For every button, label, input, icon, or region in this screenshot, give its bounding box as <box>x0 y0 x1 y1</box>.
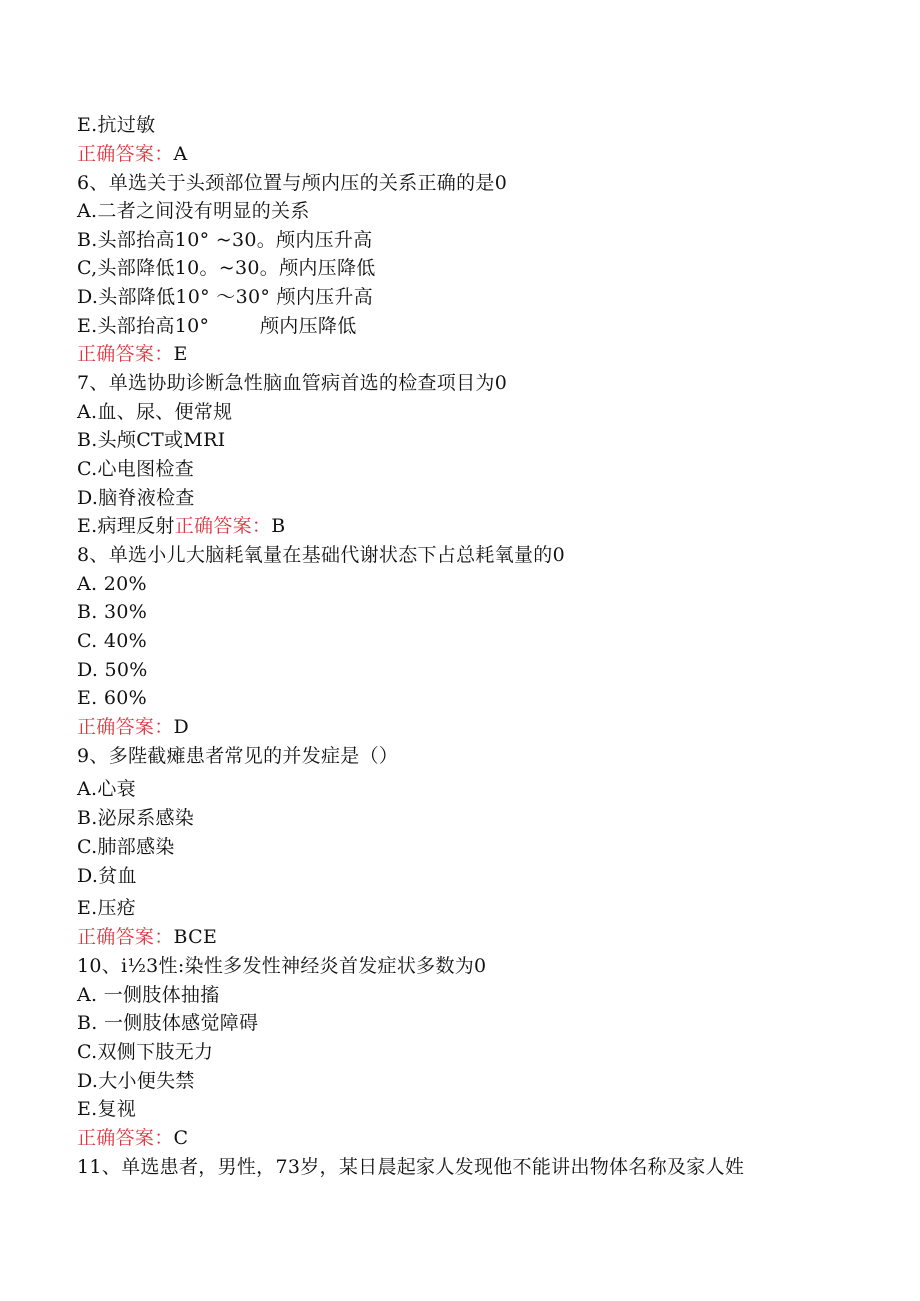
answer-label: 正确答案： <box>77 143 174 165</box>
answer-label: 正确答案： <box>77 716 174 738</box>
answer-value: D <box>173 716 190 738</box>
answer-label: 正确答案： <box>77 1127 174 1149</box>
option-line: D.贫血 <box>77 865 137 887</box>
answer-line <box>77 925 217 949</box>
option-line: A.二者之间没有明显的关系 <box>77 200 310 222</box>
option-answer-line <box>77 514 286 538</box>
answer-label: 正确答案： <box>77 926 174 948</box>
option-line: B.泌尿系感染 <box>77 807 195 829</box>
question-line: 8、单选小儿大脑耗氧量在基础代谢状态下占总耗氧量的0 <box>77 544 565 566</box>
answer-value: BCE <box>173 926 218 948</box>
option-line: B. 一侧肢体感觉障碍 <box>77 1012 259 1034</box>
option-line: E.复视 <box>77 1098 137 1120</box>
answer-value: A <box>173 143 188 165</box>
option-line: C.肺部感染 <box>77 836 175 858</box>
option-line: D.头部降低10° ～30° 颅内压升高 <box>77 286 374 308</box>
option-line: E.压疮 <box>77 897 137 919</box>
answer-value: E <box>173 343 188 365</box>
answer-value: B <box>271 515 286 537</box>
option-line: C.心电图检查 <box>77 458 195 480</box>
question-line: 7、单选协助诊断急性脑血管病首选的检查项目为0 <box>77 372 508 394</box>
option-line: A.血、尿、便常规 <box>77 401 233 423</box>
option-line: C.双侧下肢无力 <box>77 1041 214 1063</box>
option-line: B. 30% <box>77 601 148 623</box>
option-line: D.大小便失禁 <box>77 1070 195 1092</box>
answer-line <box>77 142 188 166</box>
option-line: E. 60% <box>77 687 147 709</box>
answer-label: 正确答案： <box>77 343 174 365</box>
answer-line <box>77 342 188 366</box>
option-line: B.头部抬高10° ~30。颅内压升高 <box>77 229 373 251</box>
question-line: 10、i½3性:染性多发性神经炎首发症状多数为0 <box>77 955 487 977</box>
question-line: 11、单选患者，男性，73岁，某日晨起家人发现他不能讲出物体名称及家人姓 <box>77 1156 745 1178</box>
option-line: C. 40% <box>77 630 147 652</box>
option-line: A. 一侧肢体抽搐 <box>77 984 220 1006</box>
option-line: B.头颅CT或MRI <box>77 429 226 451</box>
question-line: 9、多陛截瘫患者常见的并发症是（） <box>77 745 399 767</box>
answer-line <box>77 1126 188 1150</box>
answer-line <box>77 715 189 739</box>
option-line: E.抗过敏 <box>77 114 156 136</box>
answer-label: 正确答案： <box>174 515 272 537</box>
option-line: E.头部抬高10° 颅内压降低 <box>77 315 357 337</box>
option-line: A. 20% <box>77 573 147 595</box>
option-line: A.心衰 <box>77 778 136 800</box>
question-line: 6、单选关于头颈部位置与颅内压的关系正确的是0 <box>77 172 508 194</box>
answer-value: C <box>173 1127 189 1149</box>
option-line: C,头部降低10。~30。颅内压降低 <box>77 257 376 279</box>
option-line: D. 50% <box>77 659 148 681</box>
option-line: D.脑脊液检查 <box>77 487 195 509</box>
option-text: E.病理反射 <box>77 515 175 537</box>
